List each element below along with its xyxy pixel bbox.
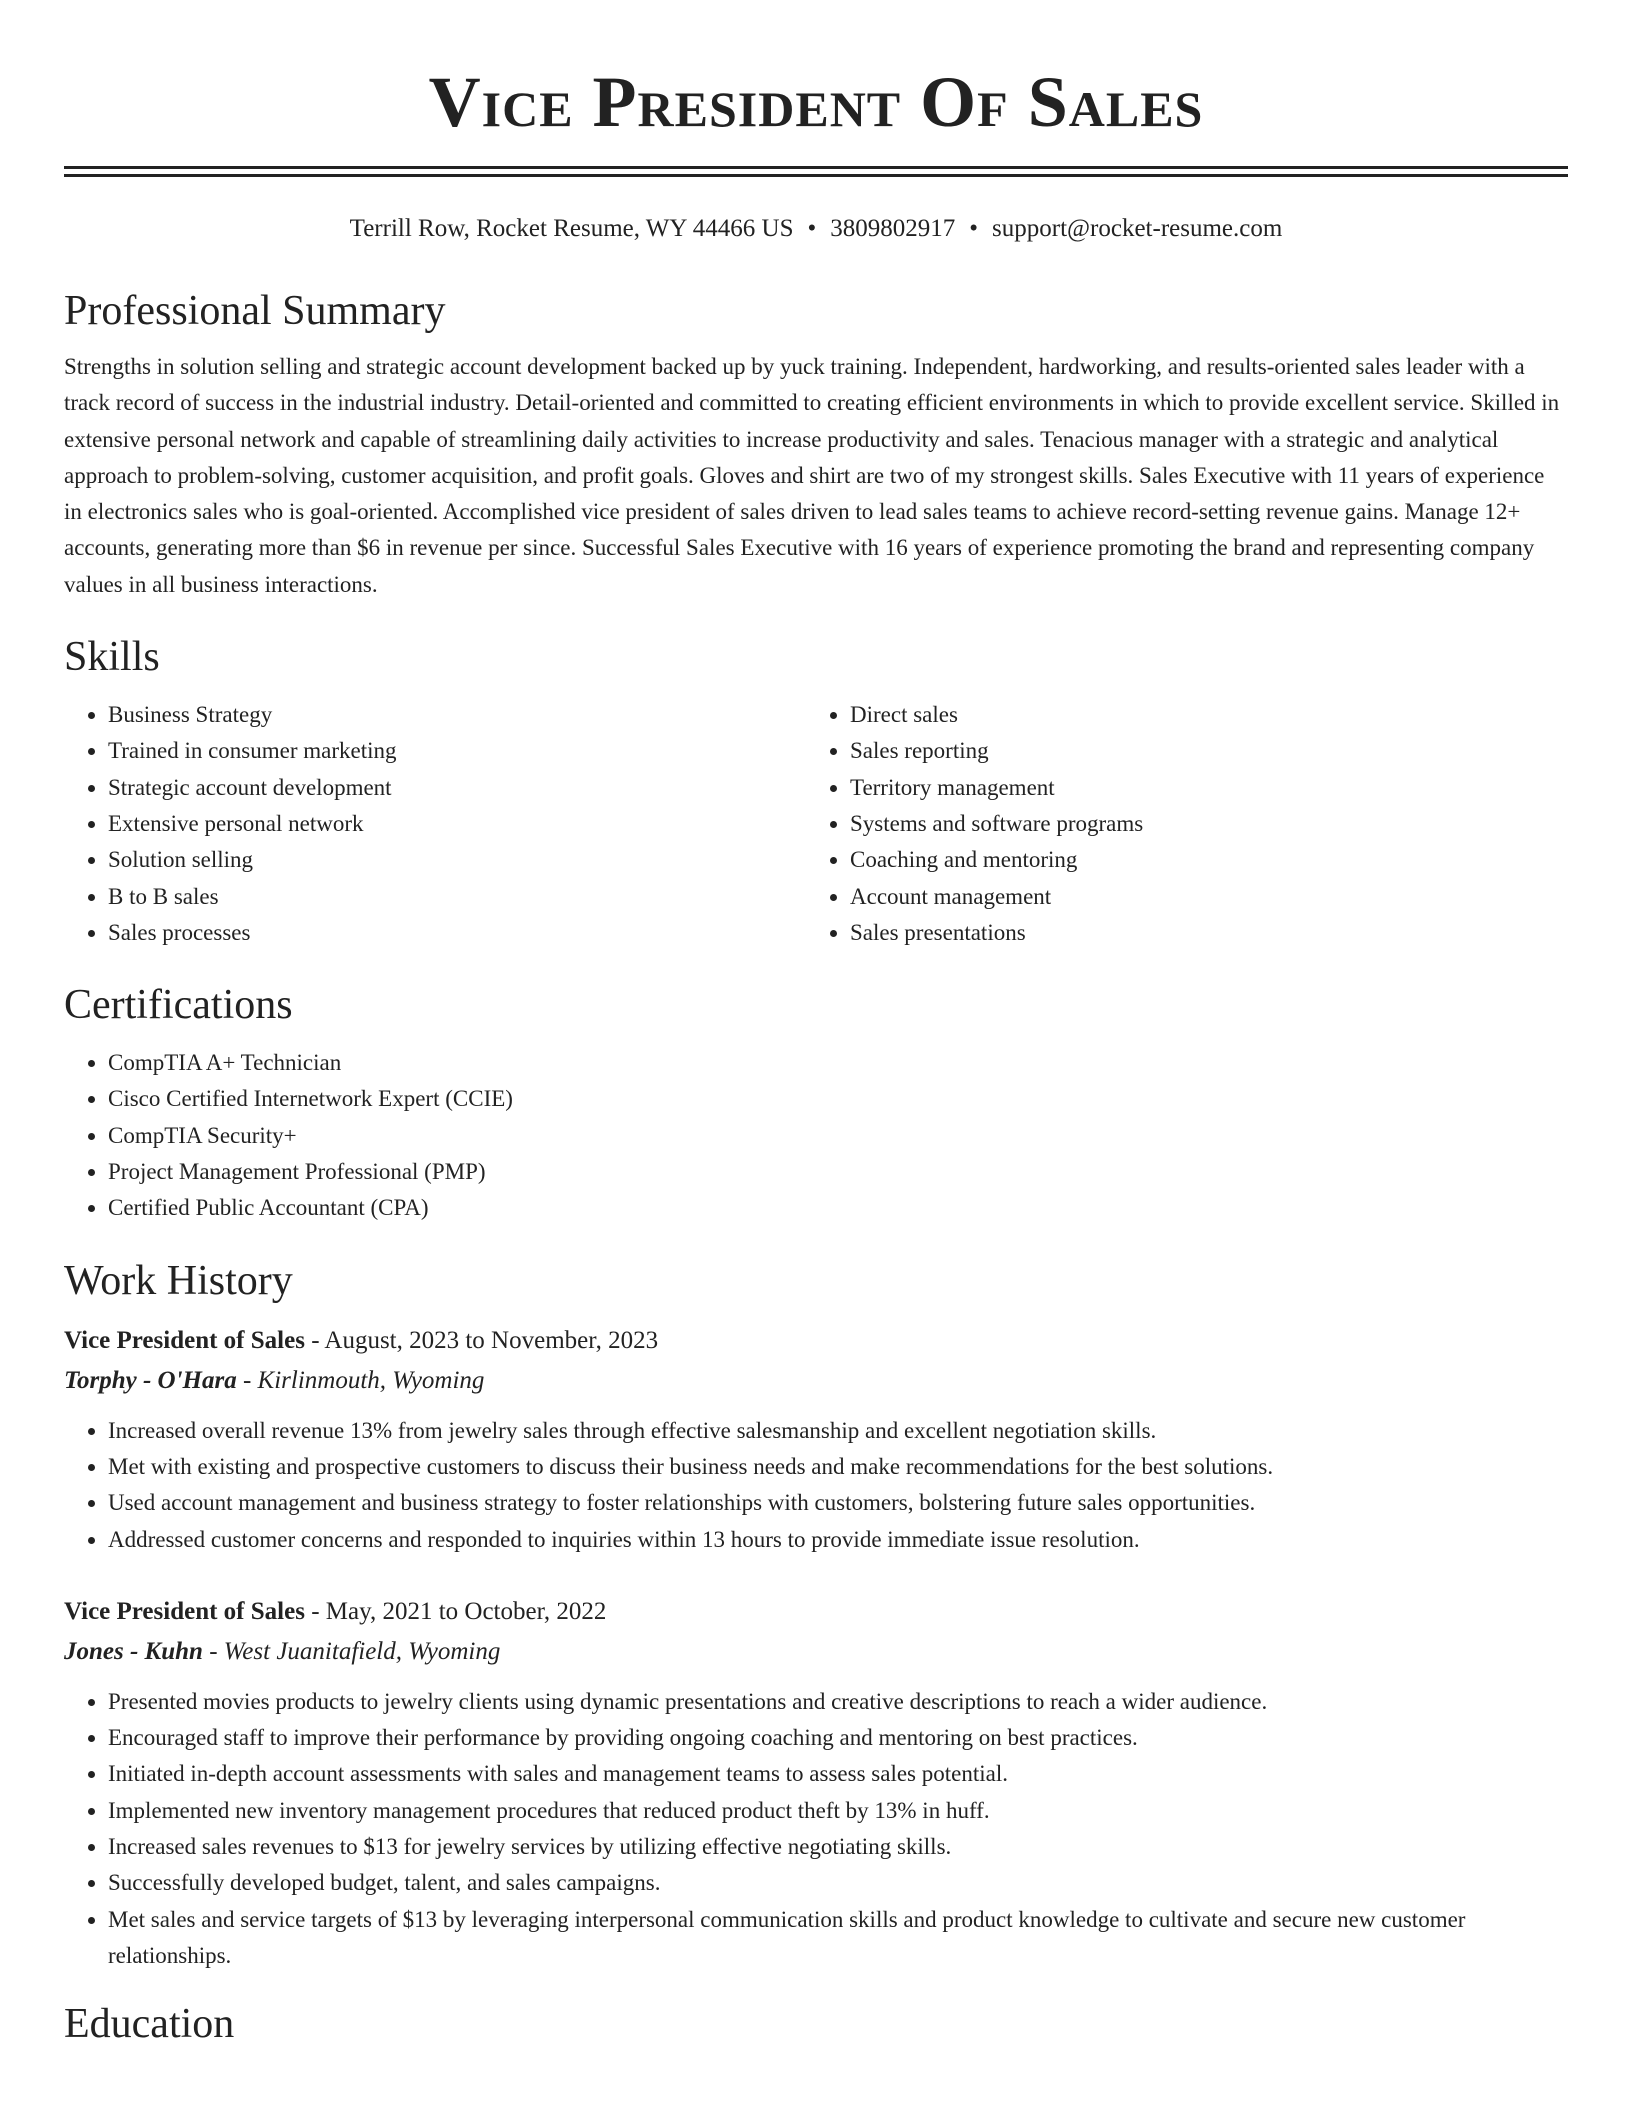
- work-history-heading: Work History: [64, 1257, 293, 1304]
- summary-section: [64, 285, 1568, 603]
- skill-item: • Extensive personal network: [108, 806, 806, 842]
- job-title-line: [64, 1592, 1568, 1632]
- skills-section: [64, 631, 1568, 951]
- summary-text: Strengths in solution selling and strategic account development backed up by yuck training. Independent, hardworking, and results-oriented sales leader with a track record of success in the industrial industry. Detail-oriented and committed to creating efficient environments in which to provide excellent service. Skilled in extensive personal network and capable of streamlining daily activities to increase productivity and sales. Tenacious manager with a strategic and analytical approach to problem-solving, customer acquisition, and profit goals. Gloves and shirt are two of my strongest skills. Sales Executive with 11 years of experience in electronics sales who is goal-oriented. Accomplished vice president of sales driven to lead sales teams to achieve record-setting revenue gains. Manage 12+ accounts, generating more than $6 in revenue per since. Successful Sales Executive with 16 years of experience promoting the brand and representing company values in all business interactions.: [64, 354, 1560, 597]
- contact-phone: 3809802917: [830, 215, 956, 242]
- job-company: Jones - Kuhn: [64, 1637, 203, 1665]
- skill-item: • Solution selling: [108, 842, 806, 878]
- duty-item: • Initiated in-depth account assessments with sales and management teams to assess sales potential.: [108, 1756, 1568, 1792]
- job-title-line: [64, 1321, 1568, 1361]
- skills-column-right: [806, 697, 1548, 951]
- job-duties-list: [64, 1413, 1568, 1558]
- certifications-list: [64, 1045, 1568, 1226]
- skill-item: • Coaching and mentoring: [850, 842, 1548, 878]
- duty-item: • Used account management and business strategy to foster relationships with customers, bolstering future sales opportunities.: [108, 1485, 1568, 1521]
- job-company: Torphy - O'Hara: [64, 1366, 237, 1394]
- job-role: Vice President of Sales: [64, 1597, 305, 1625]
- duty-item: • Addressed customer concerns and responded to inquiries within 13 hours to provide immediate issue resolution.: [108, 1522, 1568, 1558]
- skill-item: • Trained in consumer marketing: [108, 733, 806, 769]
- contact-line: [64, 213, 1568, 245]
- skills-list-right: [806, 697, 1548, 951]
- duty-item: • Met with existing and prospective customers to discuss their business needs and make recommendations for the best solutions.: [108, 1449, 1568, 1485]
- contact-separator: •: [807, 215, 817, 242]
- certification-item: • Certified Public Accountant (CPA): [108, 1190, 1568, 1226]
- contact-separator: •: [969, 215, 979, 242]
- certification-item: • CompTIA Security+: [108, 1118, 1568, 1154]
- work-history-section: [64, 1255, 1568, 1975]
- skills-heading: Skills: [64, 634, 160, 681]
- skill-item: • Strategic account development: [108, 770, 806, 806]
- skill-item: • Systems and software programs: [850, 806, 1548, 842]
- skills-column-left: [64, 697, 806, 951]
- skill-item: • Territory management: [850, 770, 1548, 806]
- duty-item: • Successfully developed budget, talent, and sales campaigns.: [108, 1865, 1568, 1901]
- skill-item: • Sales reporting: [850, 733, 1548, 769]
- duty-item: • Increased sales revenues to $13 for jewelry services by utilizing effective negotiating skills.: [108, 1829, 1568, 1865]
- education-section: [64, 1998, 1568, 2050]
- skill-item: • Account management: [850, 879, 1548, 915]
- title-double-rule: [64, 166, 1568, 177]
- duty-item: • Encouraged staff to improve their performance by providing ongoing coaching and mentoring on best practices.: [108, 1720, 1568, 1756]
- education-heading: Education: [64, 2001, 235, 2048]
- skill-item: • Business Strategy: [108, 697, 806, 733]
- certification-item: • Cisco Certified Internetwork Expert (CCIE): [108, 1081, 1568, 1117]
- skill-item: • Sales processes: [108, 915, 806, 951]
- job-duties-list: [64, 1684, 1568, 1974]
- skills-list-left: [64, 697, 806, 951]
- page-title: Vice President Of Sales: [428, 62, 1204, 142]
- certification-item: • Project Management Professional (PMP): [108, 1154, 1568, 1190]
- skills-columns: [64, 697, 1568, 951]
- skill-item: • Direct sales: [850, 697, 1548, 733]
- duty-item: • Met sales and service targets of $13 by leveraging interpersonal communication skills and product knowledge to cultivate and secure new customer relationships.: [108, 1902, 1568, 1975]
- duty-item: • Presented movies products to jewelry clients using dynamic presentations and creative descriptions to reach a wider audience.: [108, 1684, 1568, 1720]
- contact-email: support@rocket-resume.com: [992, 215, 1283, 242]
- job-location: - West Juanitafield, Wyoming: [202, 1637, 501, 1665]
- job-entry: [64, 1321, 1568, 1558]
- job-role: Vice President of Sales: [64, 1326, 305, 1354]
- job-dates: - May, 2021 to October, 2022: [304, 1597, 607, 1625]
- certifications-section: [64, 979, 1568, 1226]
- job-employer-line: [64, 1361, 1568, 1401]
- duty-item: • Increased overall revenue 13% from jewelry sales through effective salesmanship and excellent negotiation skills.: [108, 1413, 1568, 1449]
- duty-item: • Implemented new inventory management procedures that reduced product theft by 13% in huff.: [108, 1793, 1568, 1829]
- job-employer-line: [64, 1632, 1568, 1672]
- certifications-heading: Certifications: [64, 982, 293, 1029]
- skill-item: • Sales presentations: [850, 915, 1548, 951]
- job-dates: - August, 2023 to November, 2023: [304, 1326, 659, 1354]
- certification-item: • CompTIA A+ Technician: [108, 1045, 1568, 1081]
- job-entry: [64, 1592, 1568, 1974]
- job-location: - Kirlinmouth, Wyoming: [236, 1366, 485, 1394]
- contact-address: Terrill Row, Rocket Resume, WY 44466 US: [349, 215, 794, 242]
- skill-item: • B to B sales: [108, 879, 806, 915]
- summary-heading: Professional Summary: [64, 288, 446, 334]
